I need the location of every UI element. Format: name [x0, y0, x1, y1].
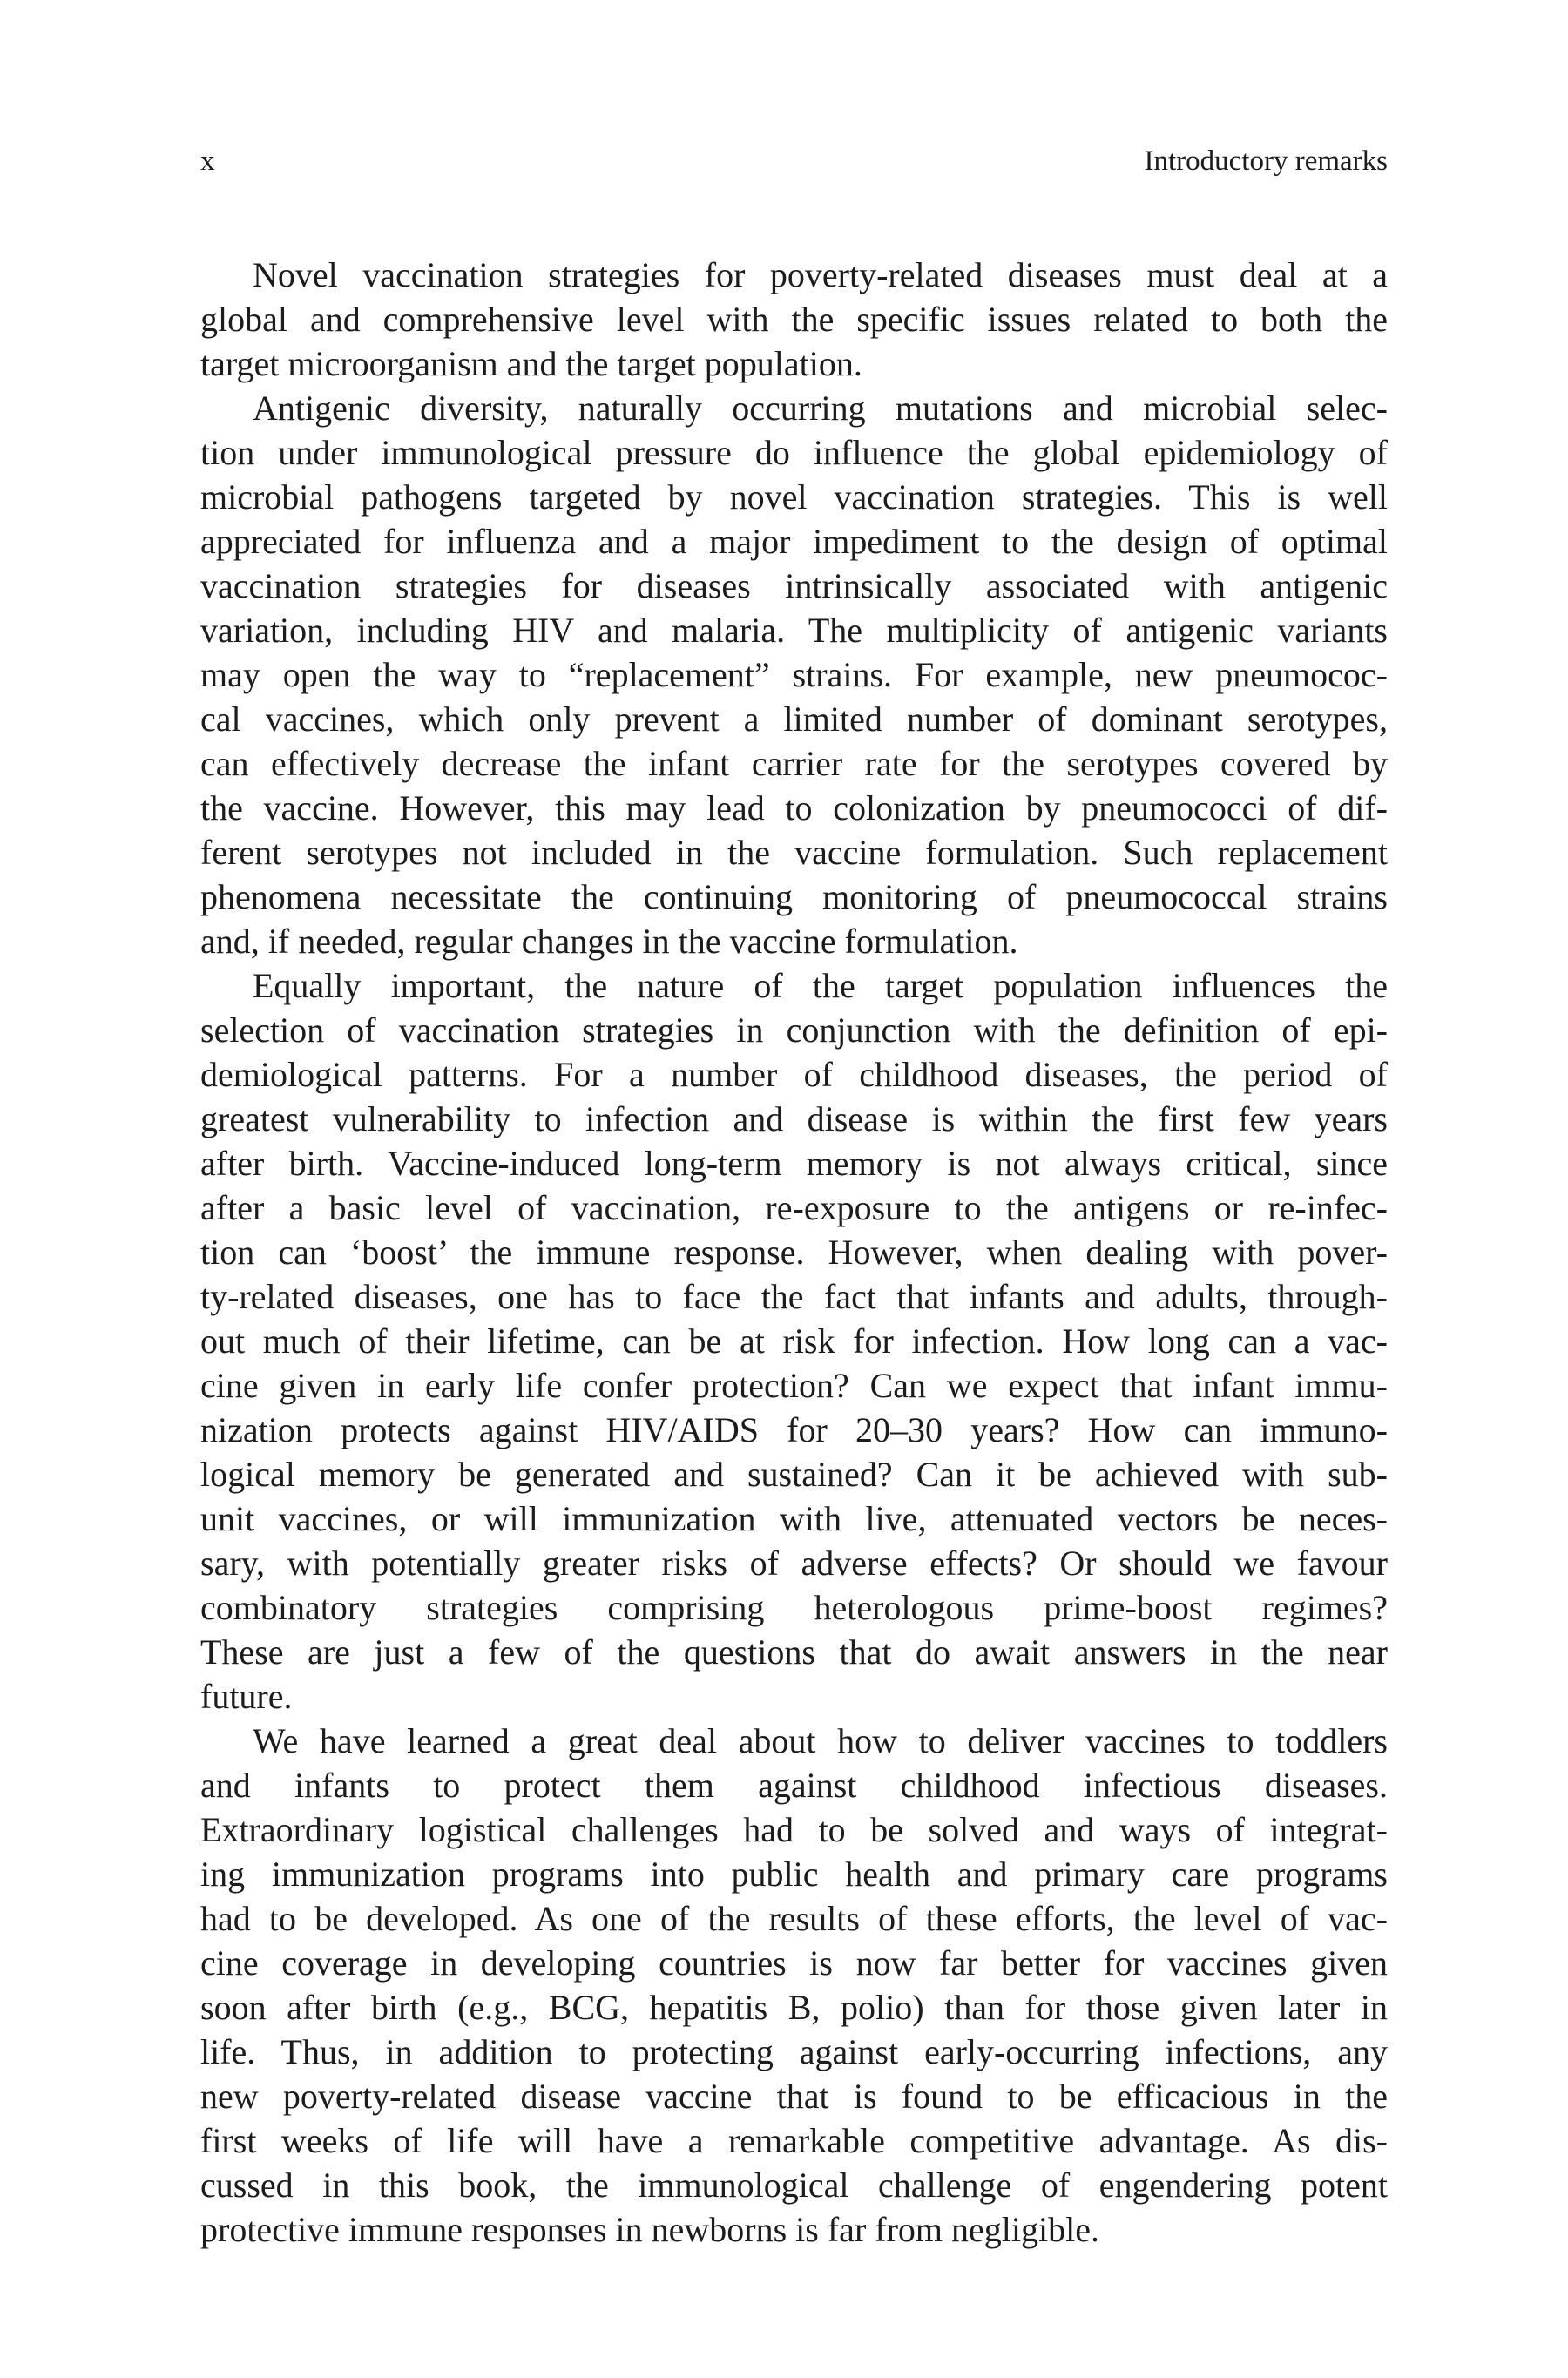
paragraph-2	[200, 386, 1388, 963]
text-line: Novel vaccination strategies for poverty-related diseases must deal at a	[253, 255, 1388, 294]
text-line: after a basic level of vaccination, re-exposure to the antigens or re-infec-	[200, 1188, 1388, 1227]
paragraph-3	[200, 963, 1388, 1719]
text-line: sary, with potentially greater risks of adverse effects? Or should we favour	[200, 1544, 1388, 1583]
text-line: soon after birth (e.g., BCG, hepatitis B, polio) than for those given later in	[200, 1988, 1388, 2027]
text-line: selection of vaccination strategies in conjunction with the definition of epi-	[200, 1010, 1388, 1050]
text-line: tion can ‘boost’ the immune response. However, when dealing with pover-	[200, 1233, 1388, 1272]
text-line: microbial pathogens targeted by novel vaccination strategies. This is well	[200, 477, 1388, 517]
text-line: phenomena necessitate the continuing monitoring of pneumococcal strains	[200, 877, 1388, 916]
text-line: These are just a few of the questions that do await answers in the near	[200, 1632, 1388, 1672]
text-line: greatest vulnerability to infection and disease is within the first few years	[200, 1099, 1388, 1138]
text-line: appreciated for influenza and a major impediment to the design of optimal	[200, 522, 1388, 561]
running-title: Introductory remarks	[1144, 145, 1388, 177]
text-line: Extraordinary logistical challenges had to be solved and ways of integrat-	[200, 1810, 1388, 1849]
text-line: cine coverage in developing countries is now far better for vaccines given	[200, 1943, 1388, 1983]
text-line: demiological patterns. For a number of childhood diseases, the period of	[200, 1055, 1388, 1094]
text-line: Antigenic diversity, naturally occurring mutations and microbial selec-	[253, 388, 1388, 428]
text-line: Equally important, the nature of the target population influences the	[253, 966, 1388, 1005]
text-line: and, if needed, regular changes in the vaccine formulation.	[200, 922, 1018, 961]
text-line: global and comprehensive level with the specific issues related to both the	[200, 300, 1388, 339]
text-line: cine given in early life confer protection? Can we expect that infant immu-	[200, 1366, 1388, 1405]
text-line: unit vaccines, or will immunization with live, attenuated vectors be neces-	[200, 1499, 1388, 1538]
text-line: future.	[200, 1677, 293, 1716]
paragraph-1	[200, 253, 1388, 386]
running-head	[200, 139, 1388, 183]
text-line: may open the way to “replacement” strains. For example, new pneumococ-	[200, 655, 1388, 694]
page-number: x	[200, 145, 215, 177]
text-line: variation, including HIV and malaria. The multiplicity of antigenic variants	[200, 611, 1388, 650]
text-line: target microorganism and the target population.	[200, 344, 862, 383]
paragraph-4	[200, 1719, 1388, 2252]
text-line: the vaccine. However, this may lead to colonization by pneumococci of dif-	[200, 788, 1388, 828]
text-line: ty-related diseases, one has to face the fact that infants and adults, through-	[200, 1277, 1388, 1316]
text-line: vaccination strategies for diseases intrinsically associated with antigenic	[200, 566, 1388, 605]
text-line: logical memory be generated and sustained? Can it be achieved with sub-	[200, 1455, 1388, 1494]
text-line: new poverty-related disease vaccine that is found to be efficacious in the	[200, 2077, 1388, 2116]
text-line: and infants to protect them against childhood infectious diseases.	[200, 1766, 1388, 1805]
text-line: first weeks of life will have a remarkable competitive advantage. As dis-	[200, 2121, 1388, 2160]
text-line: can effectively decrease the infant carrier rate for the serotypes covered by	[200, 744, 1388, 783]
text-line: tion under immunological pressure do influence the global epidemiology of	[200, 433, 1388, 472]
text-line: combinatory strategies comprising heterologous prime-boost regimes?	[200, 1588, 1388, 1627]
text-line: cussed in this book, the immunological challenge of engendering potent	[200, 2165, 1388, 2205]
text-line: ing immunization programs into public health and primary care programs	[200, 1854, 1388, 1894]
text-line: after birth. Vaccine-induced long-term memory is not always critical, since	[200, 1144, 1388, 1183]
text-line: nization protects against HIV/AIDS for 20–30 years? How can immuno-	[200, 1410, 1388, 1449]
text-line: had to be developed. As one of the results of these efforts, the level of vac-	[200, 1899, 1388, 1938]
text-line: out much of their lifetime, can be at risk for infection. How long can a vac-	[200, 1321, 1388, 1361]
text-line: We have learned a great deal about how to deliver vaccines to toddlers	[253, 1721, 1388, 1760]
text-line: protective immune responses in newborns is far from negligible.	[200, 2210, 1099, 2249]
body-text	[200, 253, 1388, 2252]
text-line: cal vaccines, which only prevent a limited number of dominant serotypes,	[200, 699, 1388, 739]
text-line: life. Thus, in addition to protecting against early-occurring infections, any	[200, 2032, 1388, 2071]
text-line: ferent serotypes not included in the vaccine formulation. Such replacement	[200, 833, 1388, 872]
